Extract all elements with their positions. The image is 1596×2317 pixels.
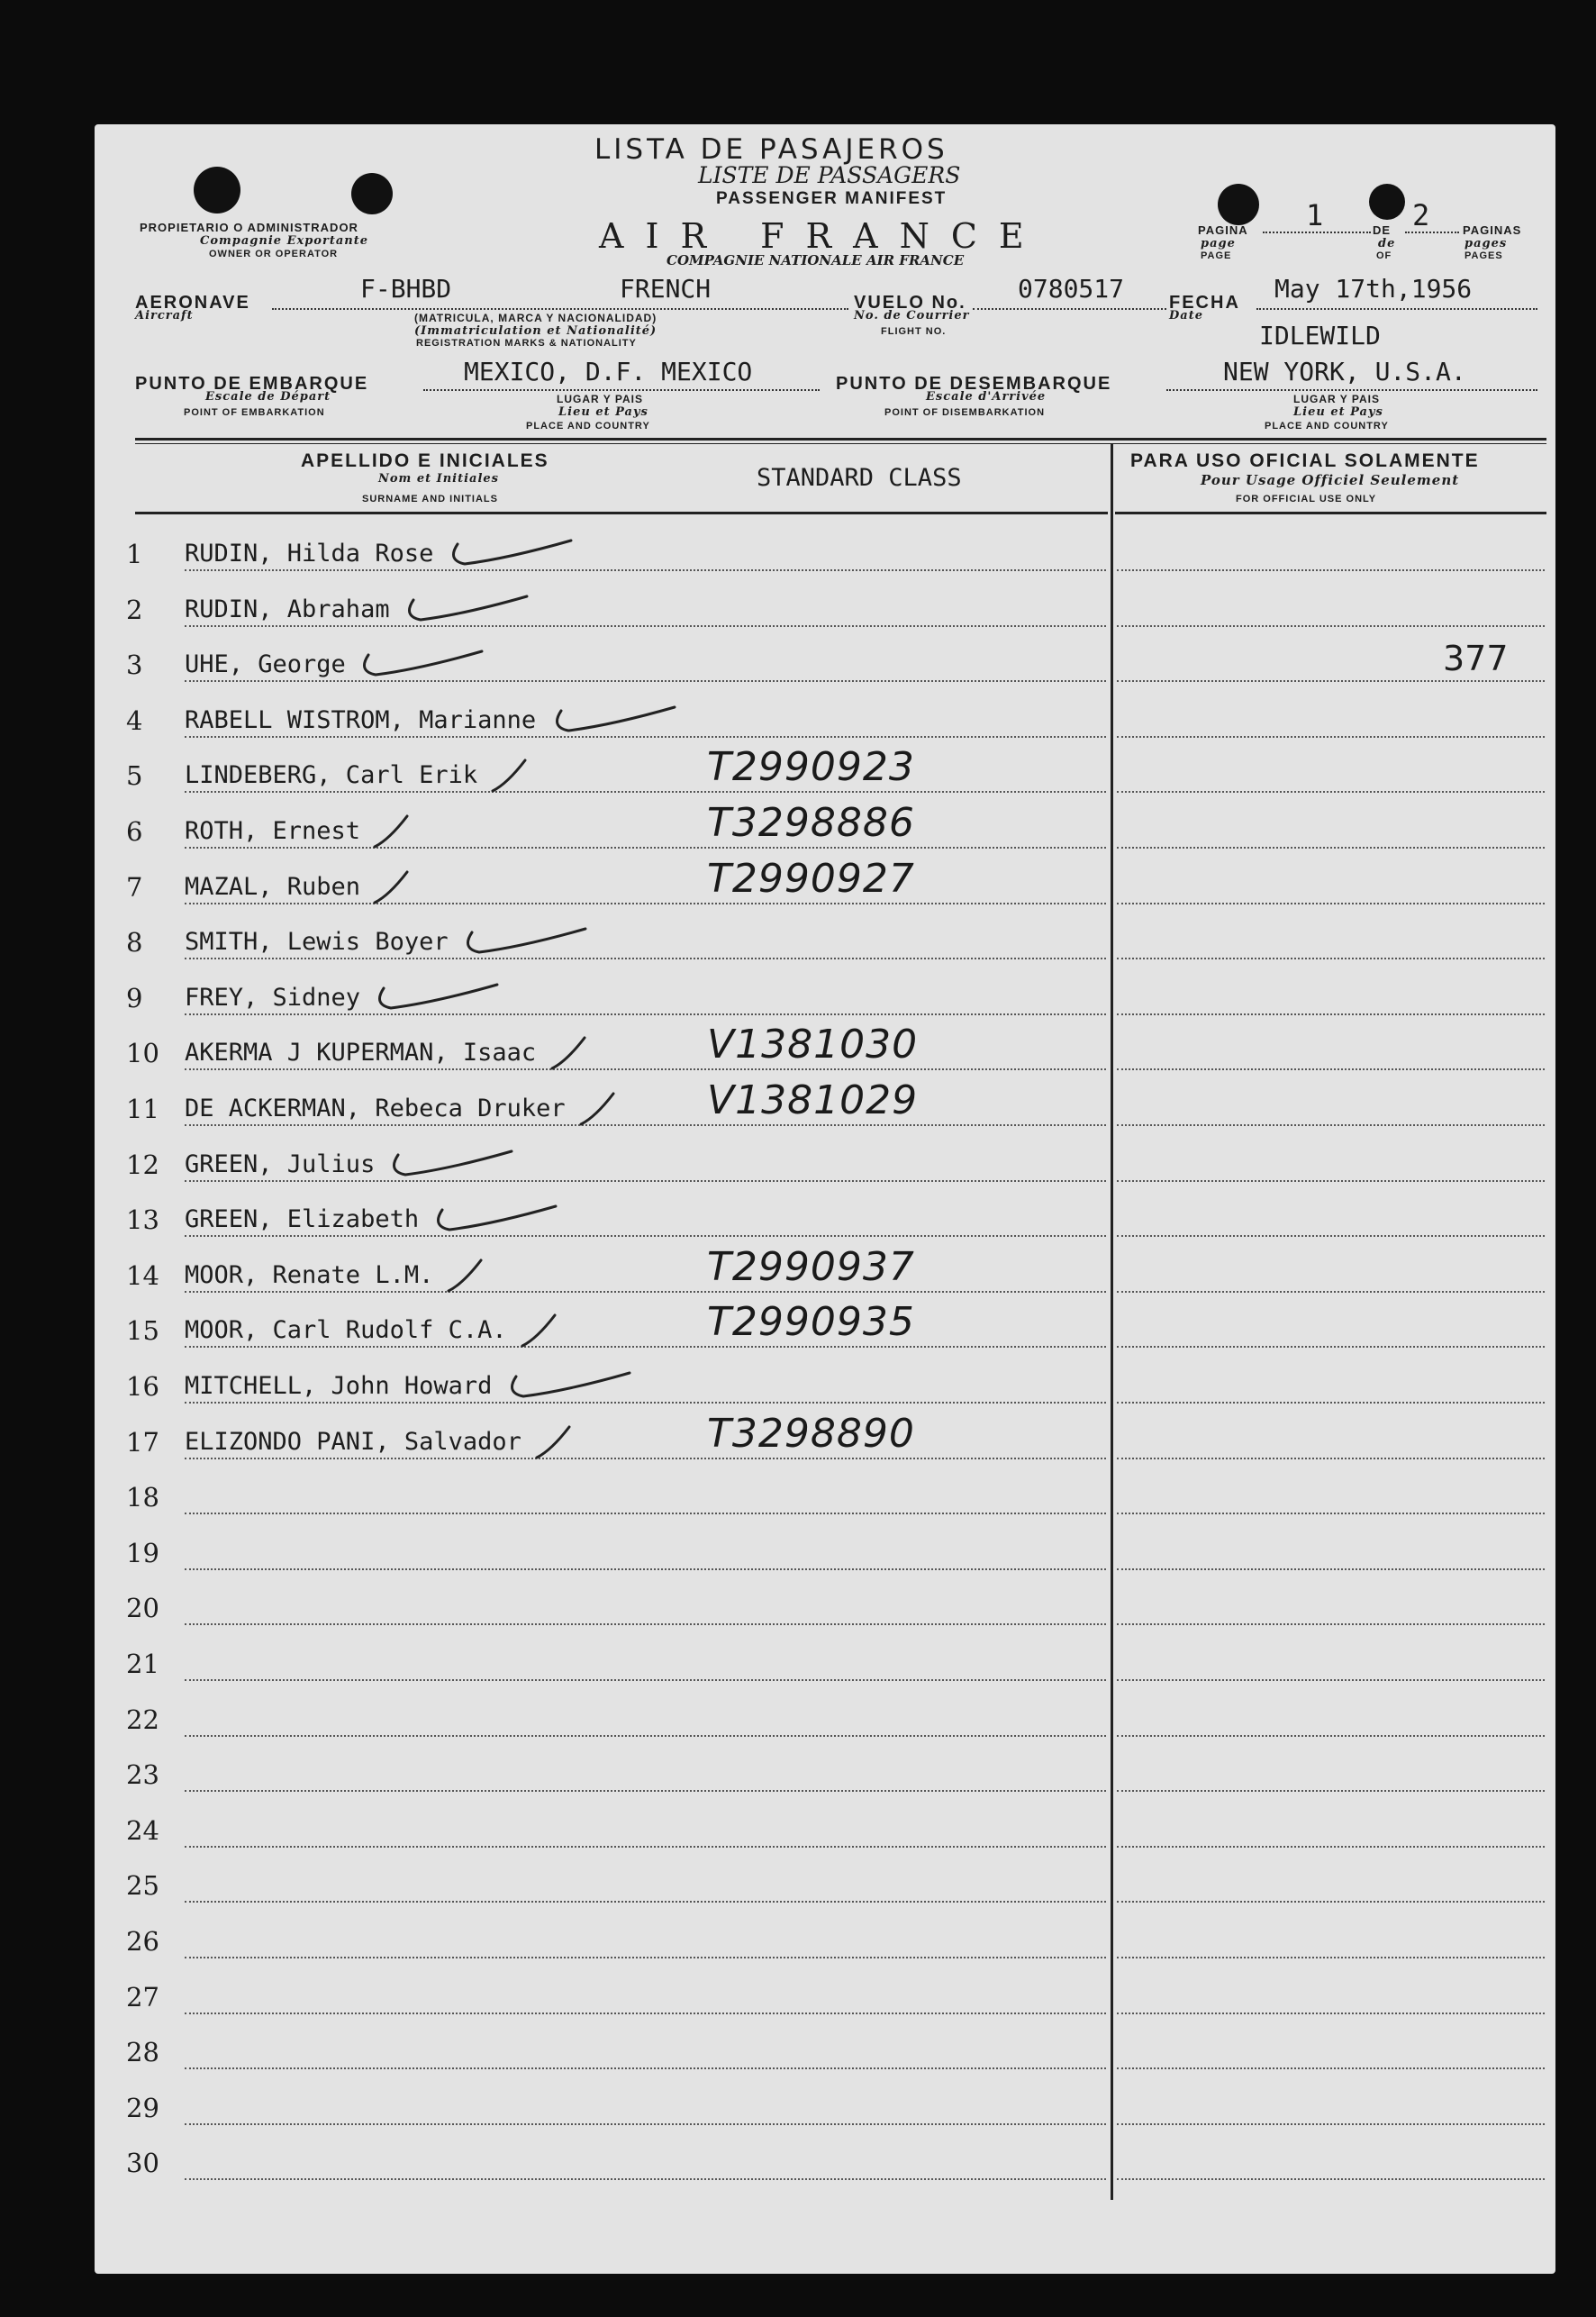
disembark-place-en: PLACE AND COUNTRY bbox=[1265, 421, 1389, 432]
row-number: 13 bbox=[126, 1204, 159, 1235]
official-row-line bbox=[1117, 1846, 1545, 1848]
manifest-sheet bbox=[95, 124, 1555, 2274]
header-rule bbox=[135, 438, 1546, 441]
column-name-fr: Nom et Initiales bbox=[378, 472, 500, 486]
row-number: 4 bbox=[126, 705, 143, 736]
official-row-line bbox=[1117, 2013, 1545, 2014]
column-name-en: SURNAME AND INITIALS bbox=[362, 494, 498, 504]
ticket-number: V1381030 bbox=[707, 1022, 919, 1068]
ticket-number: T2990927 bbox=[707, 856, 915, 902]
official-row-line bbox=[1117, 2178, 1545, 2180]
official-row-line bbox=[1117, 569, 1545, 571]
page-total: 2 bbox=[1412, 198, 1430, 232]
flight-label-fr: No. de Courrier bbox=[854, 309, 970, 323]
title-en: PASSENGER MANIFEST bbox=[716, 189, 948, 208]
ticket-number: T3298890 bbox=[707, 1411, 915, 1457]
check-mark-icon bbox=[445, 1253, 589, 1298]
row-number: 19 bbox=[126, 1538, 159, 1568]
official-row-line bbox=[1117, 1679, 1545, 1681]
check-mark-icon bbox=[519, 1308, 663, 1353]
ticket-number: T2990923 bbox=[707, 744, 915, 790]
passenger-name: SMITH, Lewis Boyer bbox=[185, 928, 449, 956]
row-line bbox=[185, 1513, 1106, 1514]
embark-place: MEXICO, D.F. MEXICO bbox=[464, 357, 753, 386]
de-label-en: OF bbox=[1376, 250, 1392, 261]
pages-label-fr: pages bbox=[1465, 237, 1508, 250]
row-line bbox=[185, 1623, 1106, 1625]
flight-date: May 17th,1956 bbox=[1274, 274, 1473, 304]
column-official-en: FOR OFFICIAL USE ONLY bbox=[1236, 494, 1377, 504]
row-line bbox=[185, 1846, 1106, 1848]
disembark-airport: IDLEWILD bbox=[1259, 321, 1381, 350]
check-mark-icon bbox=[577, 1086, 721, 1131]
airline-subtitle: COMPAGNIE NATIONALE AIR FRANCE bbox=[667, 252, 965, 268]
row-number: 27 bbox=[126, 1982, 159, 2013]
disembark-label: PUNTO DE DESEMBARQUE bbox=[836, 374, 1112, 394]
passenger-name: RABELL WISTROM, Marianne bbox=[185, 706, 537, 734]
row-line bbox=[185, 791, 1106, 793]
row-number: 8 bbox=[126, 927, 143, 958]
official-row-line bbox=[1117, 1513, 1545, 1514]
row-number: 5 bbox=[126, 760, 143, 791]
column-official-es: PARA USO OFICIAL SOLAMENTE bbox=[1130, 450, 1480, 471]
aircraft-line bbox=[272, 308, 848, 310]
page-number: 1 bbox=[1306, 198, 1324, 232]
official-row-line bbox=[1117, 958, 1545, 959]
check-mark-icon bbox=[371, 976, 515, 1021]
check-mark-icon bbox=[533, 1420, 677, 1465]
passenger-name: FREY, Sidney bbox=[185, 984, 361, 1012]
official-row-line bbox=[1117, 1346, 1545, 1348]
official-row-line bbox=[1117, 791, 1545, 793]
official-note: 377 bbox=[1443, 639, 1509, 678]
title-fr: LISTE DE PASSAGERS bbox=[698, 162, 961, 188]
punch-hole bbox=[1218, 184, 1259, 225]
disembark-place: NEW YORK, U.S.A. bbox=[1223, 357, 1466, 386]
flight-number: 0780517 bbox=[1018, 274, 1125, 304]
page-label-en: PAGE bbox=[1201, 250, 1232, 261]
official-row-line bbox=[1117, 1013, 1545, 1015]
date-label-fr: Date bbox=[1169, 309, 1203, 323]
row-number: 2 bbox=[126, 595, 143, 625]
passenger-name: MOOR, Renate L.M. bbox=[185, 1261, 434, 1289]
passenger-name: RUDIN, Abraham bbox=[185, 595, 390, 623]
aircraft-nationality: FRENCH bbox=[620, 274, 712, 304]
registration-note-en: REGISTRATION MARKS & NATIONALITY bbox=[416, 338, 637, 349]
passenger-name: GREEN, Julius bbox=[185, 1150, 376, 1178]
row-number: 25 bbox=[126, 1870, 159, 1901]
row-number: 9 bbox=[126, 983, 143, 1013]
row-number: 17 bbox=[126, 1427, 159, 1458]
check-mark-icon bbox=[459, 920, 603, 965]
page-label-es: PAGINA bbox=[1198, 223, 1248, 237]
punch-hole bbox=[1369, 184, 1405, 220]
official-row-line bbox=[1117, 1957, 1545, 1958]
column-header-rule bbox=[135, 512, 1108, 514]
flight-line bbox=[973, 308, 1166, 310]
de-label-es: DE bbox=[1373, 223, 1392, 237]
official-row-line bbox=[1117, 1458, 1545, 1459]
pages-label-en: PAGES bbox=[1465, 250, 1503, 261]
class-label: STANDARD CLASS bbox=[757, 464, 962, 492]
embark-label-en: POINT OF EMBARKATION bbox=[184, 407, 325, 418]
passenger-name: AKERMA J KUPERMAN, Isaac bbox=[185, 1039, 537, 1067]
row-line bbox=[185, 1291, 1106, 1293]
passenger-name: LINDEBERG, Carl Erik bbox=[185, 761, 478, 789]
passenger-name: GREEN, Elizabeth bbox=[185, 1205, 420, 1233]
row-number: 23 bbox=[126, 1759, 159, 1790]
official-header-rule bbox=[1115, 512, 1546, 514]
row-number: 20 bbox=[126, 1593, 159, 1623]
official-row-line bbox=[1117, 1790, 1545, 1792]
row-line bbox=[185, 1180, 1106, 1182]
row-number: 18 bbox=[126, 1482, 159, 1513]
page-total-line bbox=[1405, 232, 1459, 233]
passenger-name: MITCHELL, John Howard bbox=[185, 1372, 493, 1400]
title-es: LISTA DE PASAJEROS bbox=[594, 133, 948, 166]
row-number: 21 bbox=[126, 1649, 159, 1679]
row-line bbox=[185, 2067, 1106, 2069]
registration-note-fr: (Immatriculation et Nationalité) bbox=[414, 324, 657, 338]
official-row-line bbox=[1117, 2123, 1545, 2125]
owner-label-fr: Compagnie Exportante bbox=[200, 234, 368, 248]
row-number: 29 bbox=[126, 2093, 159, 2123]
row-line bbox=[185, 1901, 1106, 1903]
row-number: 7 bbox=[126, 872, 143, 903]
owner-label-en: OWNER OR OPERATOR bbox=[209, 249, 339, 259]
official-row-line bbox=[1117, 1901, 1545, 1903]
row-line bbox=[185, 903, 1106, 904]
passenger-name: MAZAL, Ruben bbox=[185, 873, 361, 901]
official-row-line bbox=[1117, 680, 1545, 682]
row-line bbox=[185, 1957, 1106, 1958]
registration-note-es: (MATRICULA, MARCA Y NACIONALIDAD) bbox=[414, 312, 657, 324]
official-row-line bbox=[1117, 1402, 1545, 1404]
row-line bbox=[185, 2178, 1106, 2180]
disembark-label-fr: Escale d'Arrivée bbox=[926, 390, 1047, 404]
ticket-number: T2990937 bbox=[707, 1244, 915, 1290]
page-number-line bbox=[1263, 232, 1371, 233]
disembark-label-en: POINT OF DISEMBARKATION bbox=[884, 407, 1046, 418]
check-mark-icon bbox=[356, 642, 500, 687]
embark-place-fr: Lieu et Pays bbox=[558, 405, 648, 419]
check-mark-icon bbox=[549, 698, 693, 743]
official-row-line bbox=[1117, 1068, 1545, 1070]
row-line bbox=[185, 958, 1106, 959]
punch-hole bbox=[351, 173, 393, 214]
passenger-name: ROTH, Ernest bbox=[185, 817, 361, 845]
check-mark-icon bbox=[503, 1364, 648, 1409]
check-mark-icon bbox=[445, 532, 589, 577]
row-number: 1 bbox=[126, 539, 143, 569]
official-row-line bbox=[1117, 2067, 1545, 2069]
check-mark-icon bbox=[430, 1197, 574, 1242]
embark-place-en: PLACE AND COUNTRY bbox=[526, 421, 650, 432]
check-mark-icon bbox=[371, 809, 515, 854]
row-line bbox=[185, 1790, 1106, 1792]
row-line bbox=[185, 2013, 1106, 2014]
row-number: 3 bbox=[126, 650, 143, 680]
page-label-fr: page bbox=[1201, 237, 1236, 250]
date-label: FECHA bbox=[1169, 293, 1240, 313]
official-row-line bbox=[1117, 625, 1545, 627]
embark-label: PUNTO DE EMBARQUE bbox=[135, 374, 369, 394]
row-line bbox=[185, 569, 1106, 571]
official-row-line bbox=[1117, 1735, 1545, 1737]
pages-label-es: PAGINAS bbox=[1463, 223, 1522, 237]
check-mark-icon bbox=[385, 1142, 530, 1187]
aircraft-label-fr: Aircraft bbox=[135, 309, 194, 323]
official-row-line bbox=[1117, 847, 1545, 849]
disembark-place-fr: Lieu et Pays bbox=[1293, 405, 1383, 419]
row-line bbox=[185, 847, 1106, 849]
punch-hole bbox=[194, 167, 240, 214]
row-number: 30 bbox=[126, 2148, 159, 2178]
row-line bbox=[185, 2123, 1106, 2125]
row-number: 24 bbox=[126, 1815, 159, 1846]
flight-label-en: FLIGHT NO. bbox=[881, 326, 947, 337]
official-row-line bbox=[1117, 903, 1545, 904]
row-line bbox=[185, 1735, 1106, 1737]
passenger-name: DE ACKERMAN, Rebeca Druker bbox=[185, 1095, 566, 1122]
passenger-name: ELIZONDO PANI, Salvador bbox=[185, 1428, 521, 1456]
official-row-line bbox=[1117, 1623, 1545, 1625]
flight-label: VUELO No. bbox=[854, 293, 966, 313]
row-number: 14 bbox=[126, 1260, 159, 1291]
embark-place-es: LUGAR Y PAIS bbox=[557, 393, 644, 405]
passenger-name: UHE, George bbox=[185, 650, 346, 678]
check-mark-icon bbox=[489, 753, 633, 798]
row-line bbox=[185, 680, 1106, 682]
aircraft-label: AERONAVE bbox=[135, 293, 250, 313]
row-number: 16 bbox=[126, 1371, 159, 1402]
date-line bbox=[1256, 308, 1537, 310]
embark-label-fr: Escale de Départ bbox=[205, 390, 331, 404]
official-row-line bbox=[1117, 1124, 1545, 1126]
row-number: 28 bbox=[126, 2037, 159, 2067]
ticket-number: V1381029 bbox=[707, 1077, 919, 1123]
column-official-fr: Pour Usage Officiel Seulement bbox=[1201, 472, 1460, 488]
row-number: 6 bbox=[126, 816, 143, 847]
check-mark-icon bbox=[549, 1031, 693, 1076]
ticket-number: T3298886 bbox=[707, 800, 915, 846]
de-label-fr: de bbox=[1378, 237, 1396, 250]
official-row-line bbox=[1117, 1235, 1545, 1237]
official-column-divider bbox=[1111, 443, 1113, 2200]
row-line bbox=[185, 1013, 1106, 1015]
official-row-line bbox=[1117, 736, 1545, 738]
disembark-place-es: LUGAR Y PAIS bbox=[1293, 393, 1381, 405]
passenger-name: MOOR, Carl Rudolf C.A. bbox=[185, 1316, 507, 1344]
owner-label-es: PROPIETARIO O ADMINISTRADOR bbox=[140, 221, 358, 234]
row-number: 10 bbox=[126, 1038, 159, 1068]
row-number: 22 bbox=[126, 1704, 159, 1735]
airline-name: AIR FRANCE bbox=[599, 216, 1046, 256]
row-number: 15 bbox=[126, 1315, 159, 1346]
passenger-name: RUDIN, Hilda Rose bbox=[185, 540, 434, 568]
row-line bbox=[185, 625, 1106, 627]
check-mark-icon bbox=[401, 587, 545, 632]
row-line bbox=[185, 1235, 1106, 1237]
ticket-number: T2990935 bbox=[707, 1299, 915, 1345]
official-row-line bbox=[1117, 1568, 1545, 1570]
official-row-line bbox=[1117, 1291, 1545, 1293]
official-row-line bbox=[1117, 1180, 1545, 1182]
aircraft-registration: F-BHBD bbox=[360, 274, 452, 304]
row-number: 12 bbox=[126, 1149, 159, 1180]
check-mark-icon bbox=[371, 865, 515, 910]
disembark-line bbox=[1166, 389, 1537, 391]
embark-line bbox=[423, 389, 820, 391]
row-number: 11 bbox=[126, 1094, 159, 1124]
row-line bbox=[185, 1568, 1106, 1570]
row-number: 26 bbox=[126, 1926, 159, 1957]
row-line bbox=[185, 1679, 1106, 1681]
header-rule-thin bbox=[135, 443, 1546, 444]
column-name-es: APELLIDO E INICIALES bbox=[301, 450, 549, 471]
